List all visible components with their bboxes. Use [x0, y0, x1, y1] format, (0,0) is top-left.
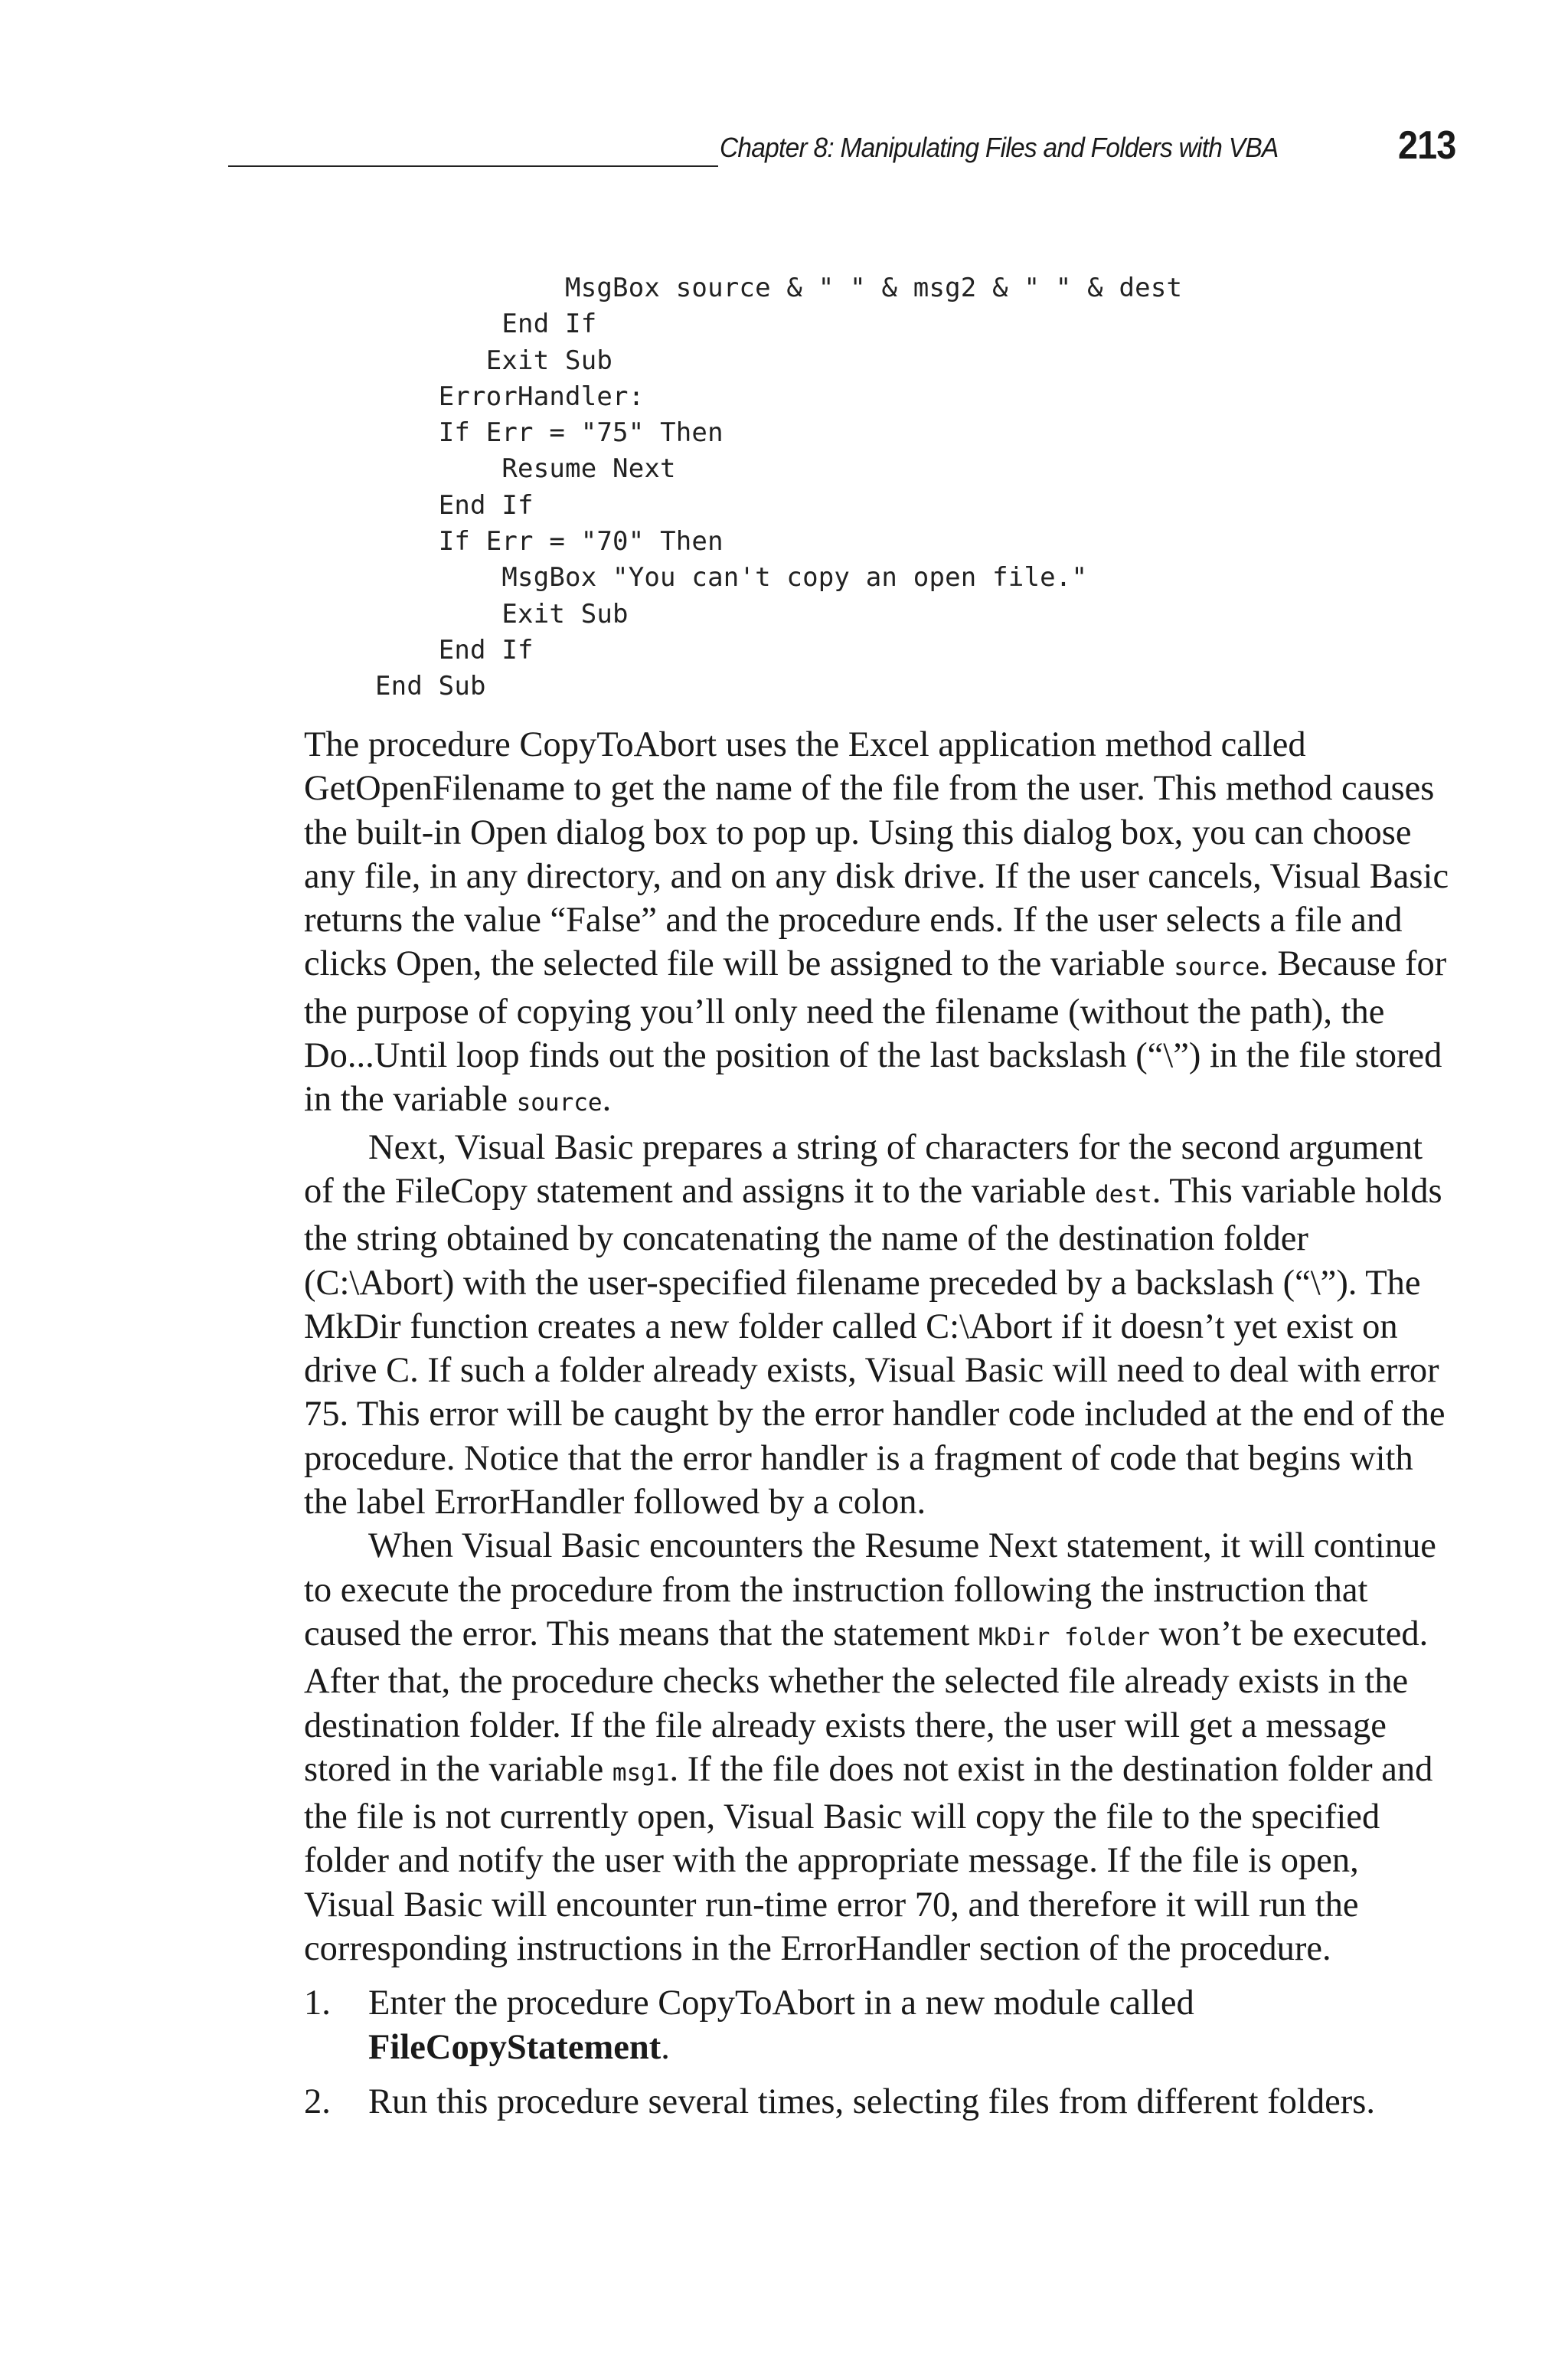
- code-line: End If: [438, 634, 534, 666]
- code-line: End If: [438, 489, 534, 521]
- code-line: Exit Sub: [485, 345, 613, 376]
- code-line: If Err = "70" Then: [438, 526, 724, 558]
- code-line: Exit Sub: [501, 598, 629, 630]
- inline-code: source: [1174, 953, 1260, 982]
- header-rule: [228, 165, 718, 167]
- code-line: If Err = "75" Then: [438, 417, 724, 449]
- code-line: Resume Next: [501, 453, 676, 485]
- step-number: 1.: [304, 1984, 331, 2023]
- inline-code: dest: [1095, 1180, 1152, 1208]
- running-header: [228, 123, 1456, 175]
- code-line: ErrorHandler:: [438, 381, 645, 412]
- code-line: MsgBox "You can't copy an open file.": [501, 562, 1088, 594]
- code-line: End Sub: [375, 671, 486, 702]
- list-item: 1. Enter the procedure CopyToAbort in a new module called FileCopyStatement.: [304, 1981, 1452, 2069]
- inline-code: msg1: [612, 1758, 670, 1787]
- paragraph-getopenfilename: The procedure CopyToAbort uses the Excel application method called GetOpenFilename to get the name of the file from the user. This method causes the built-in Open dialog box to pop up. Using this dialog box, you can choose any file, in any directory, and on any disk drive. If the user cancels, Visual Basic returns the value “False” and the procedure ends. If the user selects a file and clicks Open, the selected file will be assigned to the variable source. Because for the purpose of copying you’ll only need the filename (without the path), the Do...Until loop finds out the position of the last backslash (“\”) in the file stored in the variable source.: [304, 725, 1449, 1120]
- paragraph-resume-next: When Visual Basic encounters the Resume Next statement, it will continue to execute the procedure from the instruction following the instruction that caused the error. This means that the statement MkDir folder won’t be executed. After that, the procedure checks whether the selected file already exists in the destination folder. If the file already exists there, the user will get a message stored in the variable msg1. If the file does not exist in the destination folder and the file is not currently open, Visual Basic will copy the file to the specified folder and notify the user with the appropriate message. If the file is open, Visual Basic will encounter run-time error 70, and therefore it will run the corresponding instructions in the ErrorHandler section of the procedure.: [304, 1526, 1436, 1969]
- list-item: 2. Run this procedure several times, selecting files from different folders.: [304, 2080, 1452, 2124]
- page-number: 213: [1398, 123, 1456, 168]
- code-listing: [375, 270, 1182, 705]
- inline-code: source: [516, 1089, 603, 1117]
- body-text: [304, 723, 1452, 2134]
- steps-list: [304, 1981, 1452, 2124]
- inline-code: MkDir folder: [978, 1623, 1151, 1651]
- code-line: End If: [501, 309, 597, 340]
- code-line: MsgBox source & " " & msg2 & " " & dest: [565, 273, 1183, 303]
- paragraph-filecopy: Next, Visual Basic prepares a string of characters for the second argument of the FileCopy statement and assigns it to the variable dest. This variable holds the string obtained by concatenating the name of the destination folder (C:\Abort) with the user-specified filename preceded by a backslash (“\”). The MkDir function creates a new folder called C:\Abort if it doesn’t yet exist on drive C. If such a folder already exists, Visual Basic will need to deal with error 75. This error will be caught by the error handler code included at the end of the procedure. Notice that the error handler is a fragment of code that begins with the label ErrorHandler followed by a colon.: [304, 1127, 1446, 1522]
- step-number: 2.: [304, 2082, 331, 2121]
- chapter-title: Chapter 8: Manipulating Files and Folders with VBA: [720, 132, 1279, 163]
